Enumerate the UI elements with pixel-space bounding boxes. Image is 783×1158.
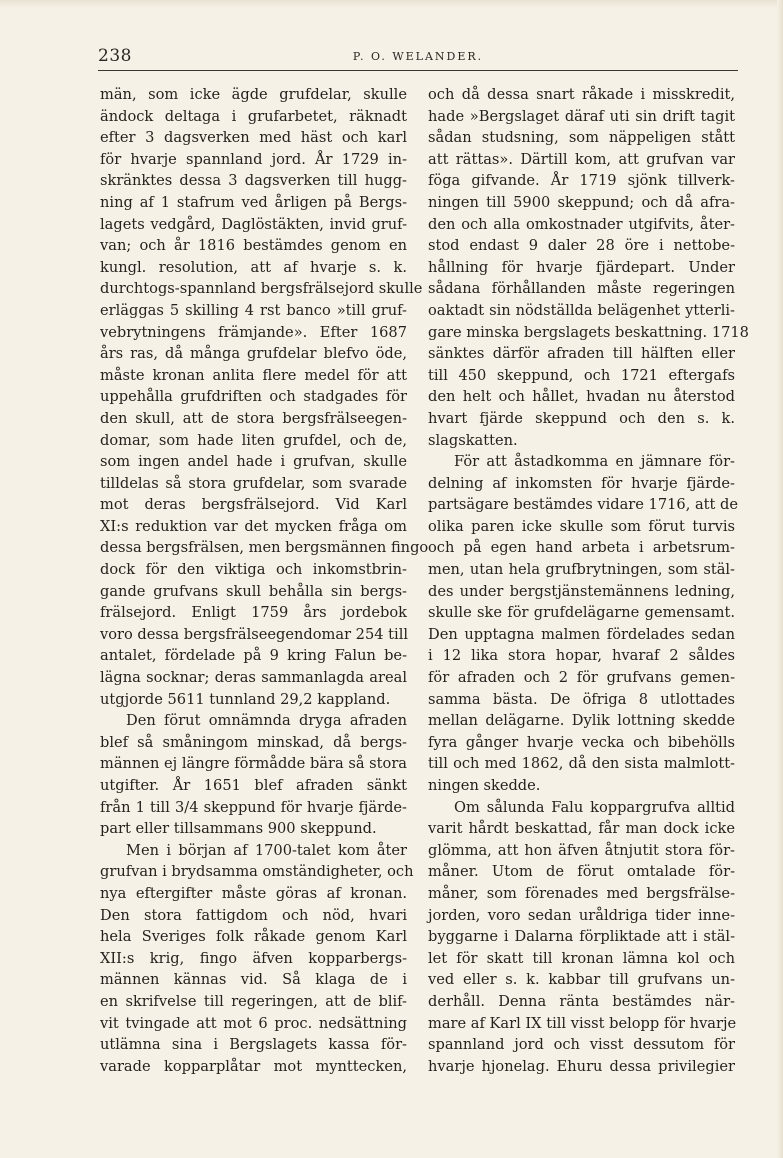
right-column bbox=[428, 84, 749, 1077]
text-line: dock för den viktiga och inkomstbrin- bbox=[100, 561, 407, 579]
text-line: män, som icke ägde grufdelar, skulle bbox=[100, 86, 407, 103]
text-line: jorden, voro sedan uråldriga tider inne- bbox=[428, 906, 735, 924]
text-line: och då dessa snart råkade i misskredit, bbox=[428, 86, 735, 103]
text-line: uppehålla grufdriften och stadgades för bbox=[100, 388, 407, 406]
text-line: grufvan i brydsamma omständigheter, och bbox=[100, 863, 414, 881]
text-line: måste kronan anlita flere medel för att bbox=[100, 366, 407, 384]
text-line: den skull, att de stora bergsfrälseegen- bbox=[100, 409, 407, 427]
text-line: men, utan hela grufbrytningen, som stäl- bbox=[428, 561, 735, 579]
text-line: att rättas». Därtill kom, att grufvan var bbox=[428, 150, 735, 168]
text-line: lägna socknar; deras sammanlagda areal bbox=[100, 669, 407, 687]
left-column bbox=[100, 84, 429, 1077]
text-line: vebrytningens främjande». Efter 1687 bbox=[100, 323, 407, 341]
text-line: efter 3 dagsverken med häst och karl bbox=[100, 129, 407, 147]
text-line: en skrifvelse till regeringen, att de blif- bbox=[100, 992, 407, 1010]
text-line: För att åstadkomma en jämnare för- bbox=[454, 453, 735, 471]
text-line: i 12 lika stora hopar, hvaraf 2 såldes bbox=[428, 647, 735, 665]
text-line: blef så småningom minskad, då bergs- bbox=[100, 733, 407, 751]
text-line: hvart fjärde skeppund och den s. k. bbox=[428, 409, 735, 427]
text-line: XI:s reduktion var det mycken fråga om bbox=[100, 517, 407, 535]
text-line: delning af inkomsten för hvarje fjärde- bbox=[428, 474, 735, 492]
text-line: mot deras bergsfrälsejord. Vid Karl bbox=[100, 496, 407, 514]
page-number: 238 bbox=[98, 46, 132, 66]
paragraph bbox=[428, 797, 735, 1078]
text-line: XII:s krig, fingo äfven kopparbergs- bbox=[100, 949, 407, 967]
text-line: vit tvingade att mot 6 proc. nedsättning bbox=[100, 1014, 407, 1032]
text-line: för hvarje spannland jord. År 1729 in- bbox=[100, 150, 407, 168]
text-line: durchtogs-spannland bergsfrälsejord skulle bbox=[100, 280, 423, 298]
paragraph bbox=[100, 710, 407, 840]
text-line: ningen skedde. bbox=[428, 777, 541, 794]
text-line: till och med 1862, då den sista malmlott- bbox=[428, 755, 735, 773]
text-line: ved eller s. k. kabbar till grufvans un- bbox=[428, 971, 735, 989]
page-top-edge bbox=[0, 0, 783, 8]
text-line: för afraden och 2 för grufvans gemen- bbox=[428, 669, 735, 687]
text-line: utgifter. År 1651 blef afraden sänkt bbox=[100, 777, 407, 794]
running-head: P. O. WELANDER. bbox=[352, 50, 484, 63]
text-line: gande grufvans skull behålla sin bergs- bbox=[100, 582, 407, 600]
text-line: och på egen hand arbeta i arbetsrum- bbox=[428, 539, 735, 557]
text-line: domar, som hade liten grufdel, och de, bbox=[100, 431, 407, 449]
text-line: sänktes därför afraden till hälften eller bbox=[428, 345, 735, 363]
paragraph bbox=[100, 84, 429, 710]
text-line: ningen till 5900 skeppund; och då afra- bbox=[428, 193, 735, 211]
text-line: mellan delägarne. Dylik lottning skedde bbox=[428, 712, 735, 730]
text-line: let för skatt till kronan lämna kol och bbox=[428, 949, 735, 967]
text-line: männen ej längre förmådde bära så stora bbox=[100, 755, 407, 773]
text-line: hela Sveriges folk råkade genom Karl bbox=[100, 928, 407, 946]
text-line: hvarje hjonelag. Ehuru dessa privilegier bbox=[428, 1057, 735, 1075]
page-right-edge bbox=[777, 0, 783, 1158]
text-line: lagets vedgård, Daglöstäkten, invid gruf- bbox=[100, 215, 407, 233]
text-line: ändock deltaga i grufarbetet, räknadt bbox=[100, 107, 407, 125]
text-line: glömma, att hon äfven åtnjutit stora för- bbox=[428, 841, 735, 859]
text-line: skränktes dessa 3 dagsverken till hugg- bbox=[100, 172, 407, 190]
text-line: Den stora fattigdom och nöd, hvari bbox=[100, 906, 407, 924]
text-line: des under bergstjänstemännens ledning, bbox=[428, 582, 735, 600]
text-line: tilldelas så stora grufdelar, som svarade bbox=[100, 474, 407, 492]
text-line: antalet, fördelade på 9 kring Falun be- bbox=[100, 647, 407, 665]
text-line: samma bästa. De öfriga 8 utlottades bbox=[428, 690, 735, 708]
header-rule bbox=[98, 70, 738, 71]
text-line: mare af Karl IX till visst belopp för hvarje bbox=[428, 1014, 737, 1032]
text-line: sådana förhållanden måste regeringen bbox=[428, 280, 735, 298]
text-line: den helt och hållet, hvadan nu återstod bbox=[428, 388, 735, 406]
text-line: derhåll. Denna ränta bestämdes när- bbox=[428, 992, 735, 1010]
text-line: utgjorde 5611 tunnland 29,2 kappland. bbox=[100, 690, 391, 708]
text-line: till 450 skeppund, och 1721 eftergafs bbox=[428, 366, 735, 384]
text-line: hållning för hvarje fjärdepart. Under bbox=[428, 258, 735, 276]
text-line: oaktadt sin nödställda belägenhet ytterli- bbox=[428, 301, 735, 319]
text-line: slagskatten. bbox=[428, 431, 518, 449]
text-line: sådan studsning, som näppeligen stått bbox=[428, 129, 735, 147]
text-line: varade kopparplåtar mot mynttecken, bbox=[100, 1057, 407, 1075]
text-line: voro dessa bergsfrälseegendomar 254 till bbox=[100, 625, 409, 643]
text-line: erläggas 5 skilling 4 rst banco »till gruf- bbox=[100, 301, 407, 319]
paragraph bbox=[428, 84, 749, 451]
text-line: olika paren icke skulle som förut turvis bbox=[428, 517, 735, 535]
text-line: års ras, då många grufdelar blefvo öde, bbox=[100, 345, 407, 363]
text-line: part eller tillsammans 900 skeppund. bbox=[100, 820, 377, 838]
paragraph bbox=[100, 840, 414, 1078]
text-line: varit hårdt beskattad, får man dock icke bbox=[428, 820, 735, 838]
text-line: måner, som förenades med bergsfrälse- bbox=[428, 884, 735, 902]
text-line: stod endast 9 daler 28 öre i nettobe- bbox=[428, 237, 735, 255]
text-line: ning af 1 stafrum ved årligen på Bergs- bbox=[100, 193, 407, 211]
text-line: skulle ske för grufdelägarne gemensamt. bbox=[428, 604, 735, 622]
text-line: spannland jord och visst dessutom för bbox=[428, 1036, 735, 1054]
text-line: byggarne i Dalarna förpliktade att i stäl- bbox=[428, 928, 735, 946]
text-line: männen kännas vid. Så klaga de i bbox=[100, 971, 407, 989]
text-line: hade »Bergslaget däraf uti sin drift tagit bbox=[428, 107, 735, 125]
text-line: Om sålunda Falu koppargrufva alltid bbox=[454, 798, 735, 816]
text-line: föga gifvande. År 1719 sjönk tillverk- bbox=[428, 172, 735, 190]
text-line: Den förut omnämnda dryga afraden bbox=[126, 712, 407, 730]
text-line: som ingen andel hade i grufvan, skulle bbox=[100, 453, 407, 471]
text-line: nya eftergifter måste göras af kronan. bbox=[100, 884, 407, 902]
text-line: den och alla omkostnader utgifvits, åter- bbox=[428, 215, 735, 233]
paragraph bbox=[428, 451, 739, 797]
text-line: van; och år 1816 bestämdes genom en bbox=[100, 237, 407, 255]
text-line: från 1 till 3/4 skeppund för hvarje fjärde- bbox=[100, 798, 407, 816]
text-line: dessa bergsfrälsen, men bergsmännen fingo bbox=[100, 539, 429, 557]
text-line: måner. Utom de förut omtalade för- bbox=[428, 863, 735, 881]
text-line: utlämna sina i Bergslagets kassa för- bbox=[100, 1036, 407, 1054]
text-line: fyra gånger hvarje vecka och bibehölls bbox=[428, 733, 735, 751]
text-line: gare minska bergslagets beskattning. 1718 bbox=[428, 323, 749, 341]
page-header bbox=[98, 44, 738, 70]
text-line: frälsejord. Enligt 1759 års jordebok bbox=[100, 604, 407, 622]
text-line: Den upptagna malmen fördelades sedan bbox=[428, 625, 735, 643]
text-line: kungl. resolution, att af hvarje s. k. bbox=[100, 258, 407, 276]
text-line: Men i början af 1700-talet kom åter bbox=[126, 841, 407, 859]
text-line: partsägare bestämdes vidare 1716, att de bbox=[428, 496, 739, 514]
